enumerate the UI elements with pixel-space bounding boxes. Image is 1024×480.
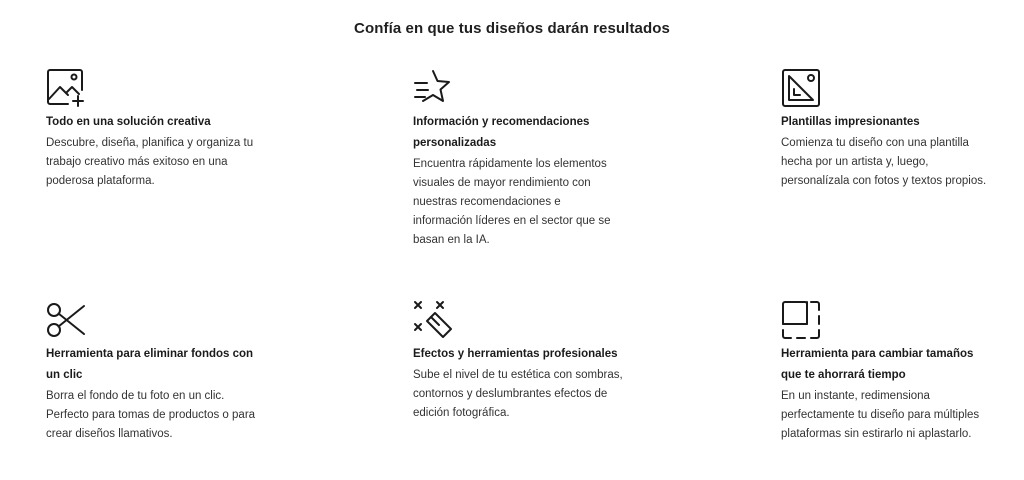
scissors-icon: [46, 300, 86, 340]
feature-description: Descubre, diseña, planifica y organiza tu trabajo creativo más exitoso en una poderosa plataforma.: [46, 137, 254, 187]
feature-resize-tool: [781, 300, 991, 444]
feature-title: Herramienta para eliminar fondos con un clic: [46, 348, 254, 381]
feature-title: Herramienta para cambiar tamaños que te ahorrará tiempo: [781, 348, 974, 381]
feature-description: Encuentra rápidamente los elementos visuales de mayor rendimiento con nuestras recomendaciones e información líderes en el sector que se basan en la IA.: [413, 158, 611, 246]
feature-creative-solution: [46, 68, 256, 191]
feature-personalized-insights: [413, 68, 623, 250]
feature-description: Borra el fondo de tu foto en un clic. Perfecto para tomas de productos o para crear diseños llamativos.: [46, 390, 256, 440]
sparkle-star-icon: [413, 68, 453, 108]
template-icon: [781, 68, 821, 108]
feature-templates: [781, 68, 991, 191]
feature-description: En un instante, redimensiona perfectamente tu diseño para múltiples plataformas sin estirarlo ni aplastarlo.: [781, 390, 980, 440]
feature-pro-effects: [413, 300, 623, 423]
feature-title: Información y recomendaciones personalizadas: [413, 116, 590, 149]
feature-title: Efectos y herramientas profesionales: [413, 348, 618, 360]
feature-description: Sube el nivel de tu estética con sombras, contornos y deslumbrantes efectos de edición fotográfica.: [413, 369, 623, 419]
feature-title: Plantillas impresionantes: [781, 116, 920, 128]
resize-icon: [781, 300, 821, 340]
section-title: Confía en que tus diseños darán resultados: [354, 20, 670, 37]
feature-background-remover: [46, 300, 256, 444]
image-add-icon: [46, 68, 86, 108]
magic-wand-icon: [413, 300, 453, 340]
feature-title: Todo en una solución creativa: [46, 116, 211, 128]
feature-description: Comienza tu diseño con una plantilla hecha por un artista y, luego, personalízala con fotos y textos propios.: [781, 137, 987, 187]
